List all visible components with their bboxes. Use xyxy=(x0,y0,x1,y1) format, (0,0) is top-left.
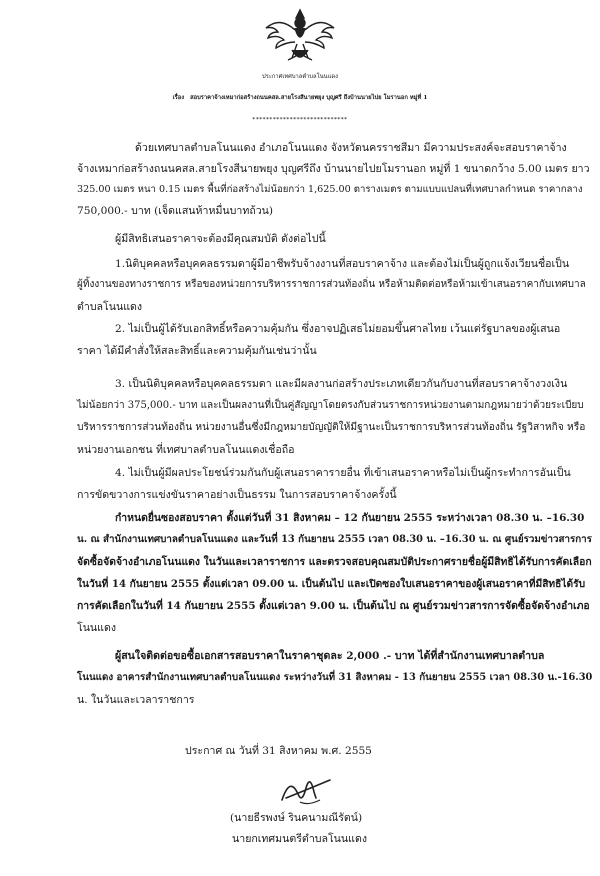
purchase-line-2: โนนแดง อาคารสำนักงานเทศบาลตำบลโนนแดง ระหว่างวันที่ 31 สิงหาคม - 13 กันยายน 2555 เวลา 08.30 น.-16.30 xyxy=(77,672,593,683)
item1-line-1: 1.นิติบุคคลหรือบุคคลธรรมดาผู้มีอาชีพรับจ้างงานที่สอบราคาจ้าง และต้องไม่เป็นผู้ถูกแจ้งเวียนชื่อเป็น xyxy=(115,258,570,270)
purchase-line-3: น. ในวันและเวลาราชการ xyxy=(77,694,195,706)
item3-line-1: 3. เป็นนิติบุคคลหรือบุคคลธรรมดา และมีผลงานก่อสร้างประเภทเดียวกันกับงานที่สอบราคาจ้างวงเงิน xyxy=(115,378,568,390)
subject-line xyxy=(0,91,600,105)
announcement-title: ประกาศเทศบาลตำบลโนนแดง xyxy=(262,74,338,80)
schedule-line-3: จัดซื้อจัดจ้างอำเภอโนนแดง ในวันและเวลาราชการ และตรวจสอบคุณสมบัติประกาศรายชื่อผู้มีสิทธิได้รับการคัดเลือก xyxy=(77,556,592,568)
schedule-line-2: น. ณ สำนักงานเทศบาลตำบลโนนแดง และวันที่ 13 กันยายน 2555 เวลา 08.30 น. –16.30 น. ณ ศูนย์รวมข่าวสารการ xyxy=(77,534,592,545)
item2-line-1: 2. ไม่เป็นผู้ได้รับเอกสิทธิ์หรือความคุ้มกัน ซึ่งอาจปฏิเสธไม่ยอมขึ้นศาลไทย เว้นแต่รัฐบาลของผู้เสนอ xyxy=(115,323,561,335)
handwritten-signature xyxy=(276,770,336,808)
garuda-emblem-icon xyxy=(262,6,338,66)
subject-text: สอบราคาจ้างเหมาก่อสร้างถนนคสล.สายโรงสีนายพยุง บุญศรี ถึงบ้านนายไปย โมรานอก หมู่ที่ 1 xyxy=(190,95,428,101)
intro-line-4: 750,000.- บาท (เจ็ดแสนห้าหมื่นบาทถ้วน) xyxy=(77,205,274,217)
item3-line-4: หน่วยงานเอกชน ที่เทศบาลตำบลโนนแดงเชื่อถือ xyxy=(77,444,295,456)
schedule-line-1: กำหนดยื่นซองสอบราคา ตั้งแต่วันที่ 31 สิงหาคม – 12 กันยายน 2555 ระหว่างเวลา 08.30 น. –16.30 xyxy=(115,512,585,524)
item1-line-3: ตำบลโนนแดง xyxy=(77,301,143,313)
separator: **************************** xyxy=(252,117,348,123)
item3-line-3: บริหารราชการส่วนท้องถิ่น หน่วยงานอื่นซึ่งมีกฎหมายบัญญัติให้มีฐานะเป็นราชการบริหารส่วนท้องถิ่น รัฐวิสาหกิจ หรือ xyxy=(77,422,586,433)
item2-line-2: ราคา ได้มีคำสั่งให้สละสิทธิ์และความคุ้มกันเช่นว่านั้น xyxy=(77,345,317,357)
item3-line-2: ไม่น้อยกว่า 375,000.- บาท และเป็นผลงานที่เป็นคู่สัญญาโดยตรงกับส่วนราชการหน่วยงานตามกฎหมายว่าด้วยระเบียบ xyxy=(77,400,584,411)
item4-line-1: 4. ไม่เป็นผู้มีผลประโยชน์ร่วมกันกับผู้เสนอราคารายอื่น ที่เข้าเสนอราคาหรือไม่เป็นผู้กระทำการอันเป็น xyxy=(115,467,571,479)
purchase-line-1: ผู้สนใจติดต่อขอซื้อเอกสารสอบราคาในราคาชุดละ 2,000 .- บาท ได้ที่สำนักงานเทศบาลตำบล xyxy=(115,650,545,662)
item1-line-2: ผู้ทิ้งงานของทางราชการ หรือของหน่วยการบริหารราชการส่วนท้องถิ่น หรือห้ามติดต่อหรือห้ามเข้าเสนอราคากับเทศบาล xyxy=(77,279,586,290)
qualifications-heading: ผู้มีสิทธิเสนอราคาจะต้องมีคุณสมบัติ ดังต่อไปนี้ xyxy=(115,233,326,245)
intro-line-1: ด้วยเทศบาลตำบลโนนแดง อำเภอโนนแดง จังหวัดนครราชสีมา มีความประสงค์จะสอบราคาจ้าง xyxy=(135,142,567,154)
signer-title: นายกเทศมนตรีตำบลโนนแดง xyxy=(232,833,368,845)
signer-name: (นายธีรพงษ์ รินคนามณีรัตน์) xyxy=(230,812,363,824)
item4-line-2: การขัดขวางการแข่งขันราคาอย่างเป็นธรรม ในการสอบราคาจ้างครั้งนี้ xyxy=(77,489,397,501)
schedule-line-4: ในวันที่ 14 กันยายน 2555 ตั้งแต่เวลา 09.00 น. เป็นต้นไป และเปิดซองใบเสนอราคาของผู้เสนอราคาที่มีสิทธิได้รับ xyxy=(77,578,586,590)
schedule-line-6: โนนแดง xyxy=(77,622,117,634)
announced-date: ประกาศ ณ วันที่ 31 สิงหาคม พ.ศ. 2555 xyxy=(185,745,372,757)
intro-line-3: 325.00 เมตร หนา 0.15 เมตร พื้นที่ก่อสร้างไม่น้อยกว่า 1,625.00 ตารางเมตร ตามแบบแปลนที่เทศบาลกำหนด ราคากลาง xyxy=(77,184,583,195)
schedule-line-5: การคัดเลือกในวันที่ 14 กันยายน 2555 ตั้งแต่เวลา 9.00 น. เป็นต้นไป ณ ศูนย์รวมข่าวสารการจัดซื้อจัดจ้างอำเภอ xyxy=(77,600,590,612)
intro-line-2: จ้างเหมาก่อสร้างถนนคสล.สายโรงสีนายพยุง บุญศรีถึง บ้านนายไปยโมรานอก หมู่ที่ 1 ขนาดกว้าง 5.00 เมตร ยาว xyxy=(77,163,590,175)
subject-label: เรื่อง xyxy=(172,95,185,101)
